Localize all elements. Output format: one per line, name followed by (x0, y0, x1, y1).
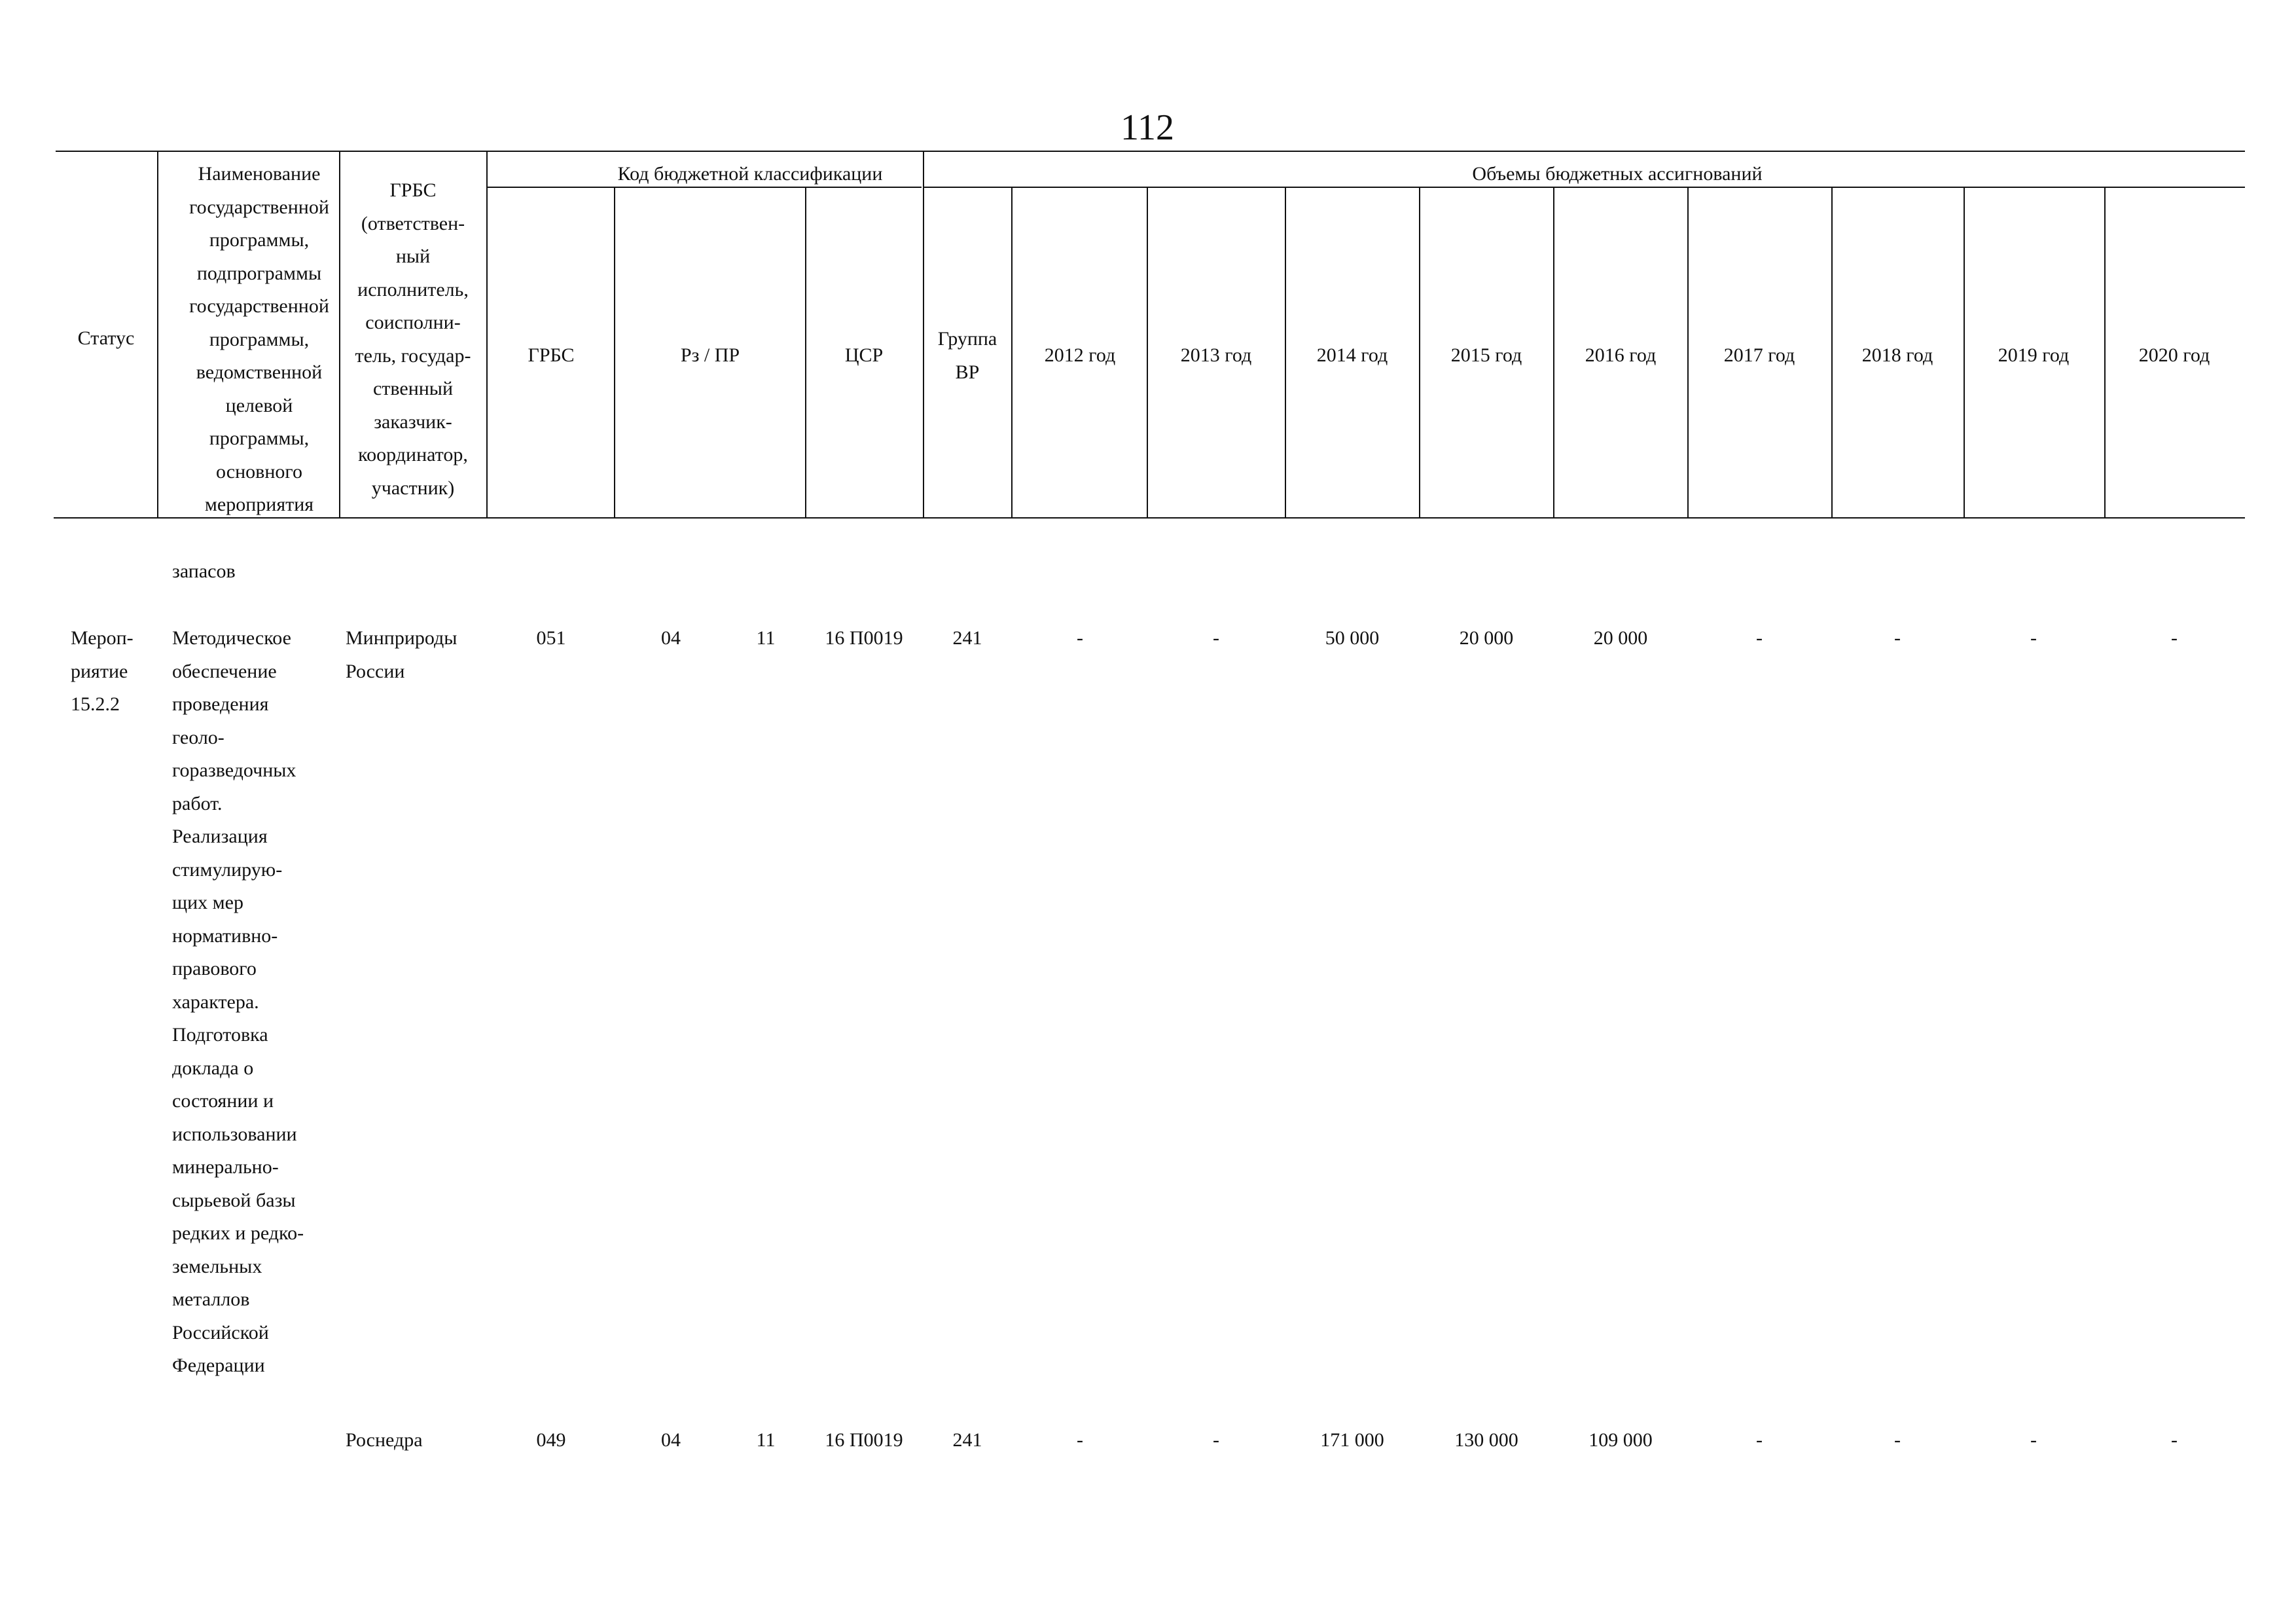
continuation-text: запасов (172, 560, 236, 582)
page-number: 112 (1121, 107, 1174, 148)
col-divider (2104, 188, 2106, 517)
table-top-border (56, 151, 2245, 152)
header-year: 2018 год (1861, 344, 1933, 366)
header-grbs-executor: ГРБС (ответствен- ный исполнитель, соисполни- тель, государ- ственный заказчик- координатор, участник) (355, 179, 471, 499)
row-value-2013: - (1213, 627, 1219, 649)
header-name: Наименование государственной программы, подпрограммы государственной программы, ведомственной целевой программы, основного мероприятия (189, 163, 329, 515)
header-year: 2012 год (1044, 344, 1116, 366)
row-value-2018: - (1894, 627, 1901, 649)
row-value-2018: - (1894, 1429, 1901, 1451)
col-divider (1147, 188, 1148, 517)
row-value-2019: - (2030, 1429, 2037, 1451)
row-grbs: 051 (536, 627, 566, 649)
row-pr: 11 (756, 627, 776, 649)
header-year: 2019 год (1998, 344, 2070, 366)
col-divider (1419, 188, 1420, 517)
col-divider (339, 152, 340, 517)
row-vr: 241 (952, 627, 982, 649)
row-pr: 11 (756, 1429, 776, 1451)
row-value-2015: 130 000 (1454, 1429, 1518, 1451)
row-executor: Роснедра (346, 1429, 423, 1451)
col-divider (1964, 188, 1965, 517)
row-value-2012: - (1077, 627, 1083, 649)
row-value-2019: - (2030, 627, 2037, 649)
row-value-2020: - (2171, 627, 2178, 649)
row-rz: 04 (661, 627, 681, 649)
col-divider (486, 152, 488, 517)
header-year: 2017 год (1723, 344, 1795, 366)
header-status: Статус (77, 327, 135, 349)
row-vr: 241 (952, 1429, 982, 1451)
row-grbs: 049 (536, 1429, 566, 1451)
col-divider (1687, 188, 1689, 517)
header-rz-pr: Рз / ПР (680, 344, 740, 366)
col-divider (1285, 188, 1286, 517)
col-divider (614, 188, 615, 517)
row-value-2020: - (2171, 1429, 2178, 1451)
row-value-2016: 20 000 (1593, 627, 1648, 649)
header-vr: Группа ВР (937, 328, 997, 383)
col-divider (805, 188, 806, 517)
header-volumes-group: Объемы бюджетных ассигнований (1472, 163, 1763, 185)
col-divider (157, 152, 158, 517)
row-value-2013: - (1213, 1429, 1219, 1451)
header-year: 2014 год (1316, 344, 1388, 366)
row-value-2014: 50 000 (1325, 627, 1380, 649)
row-value-2017: - (1756, 1429, 1763, 1451)
header-grbs-code: ГРБС (528, 344, 575, 366)
row-name: Методическое обеспечение проведения геоло- горазведочных работ. Реализация стимулирую- щих мер нормативно- правового характера. Подготовка доклада о состоянии и использовании минерально- сырьевой базы редких и редко- земельных металлов Российской Федерации (172, 627, 304, 1376)
row-rz: 04 (661, 1429, 681, 1451)
row-executor: Минприроды России (346, 627, 457, 682)
row-value-2015: 20 000 (1459, 627, 1514, 649)
row-value-2012: - (1077, 1429, 1083, 1451)
header-year: 2016 год (1585, 344, 1657, 366)
header-bottom-border (54, 517, 2245, 519)
col-divider (1011, 188, 1013, 517)
header-year: 2020 год (2138, 344, 2210, 366)
col-divider (1831, 188, 1833, 517)
header-code-group: Код бюджетной классификации (617, 163, 883, 185)
row-value-2017: - (1756, 627, 1763, 649)
header-year: 2013 год (1180, 344, 1252, 366)
col-divider (923, 152, 924, 517)
row-csr: 16 П0019 (825, 1429, 903, 1451)
row-status: Мероп- риятие 15.2.2 (71, 627, 134, 715)
header-csr: ЦСР (844, 344, 884, 366)
header-year: 2015 год (1450, 344, 1522, 366)
row-csr: 16 П0019 (825, 627, 903, 649)
row-value-2016: 109 000 (1588, 1429, 1653, 1451)
col-divider (1553, 188, 1554, 517)
row-value-2014: 171 000 (1320, 1429, 1384, 1451)
